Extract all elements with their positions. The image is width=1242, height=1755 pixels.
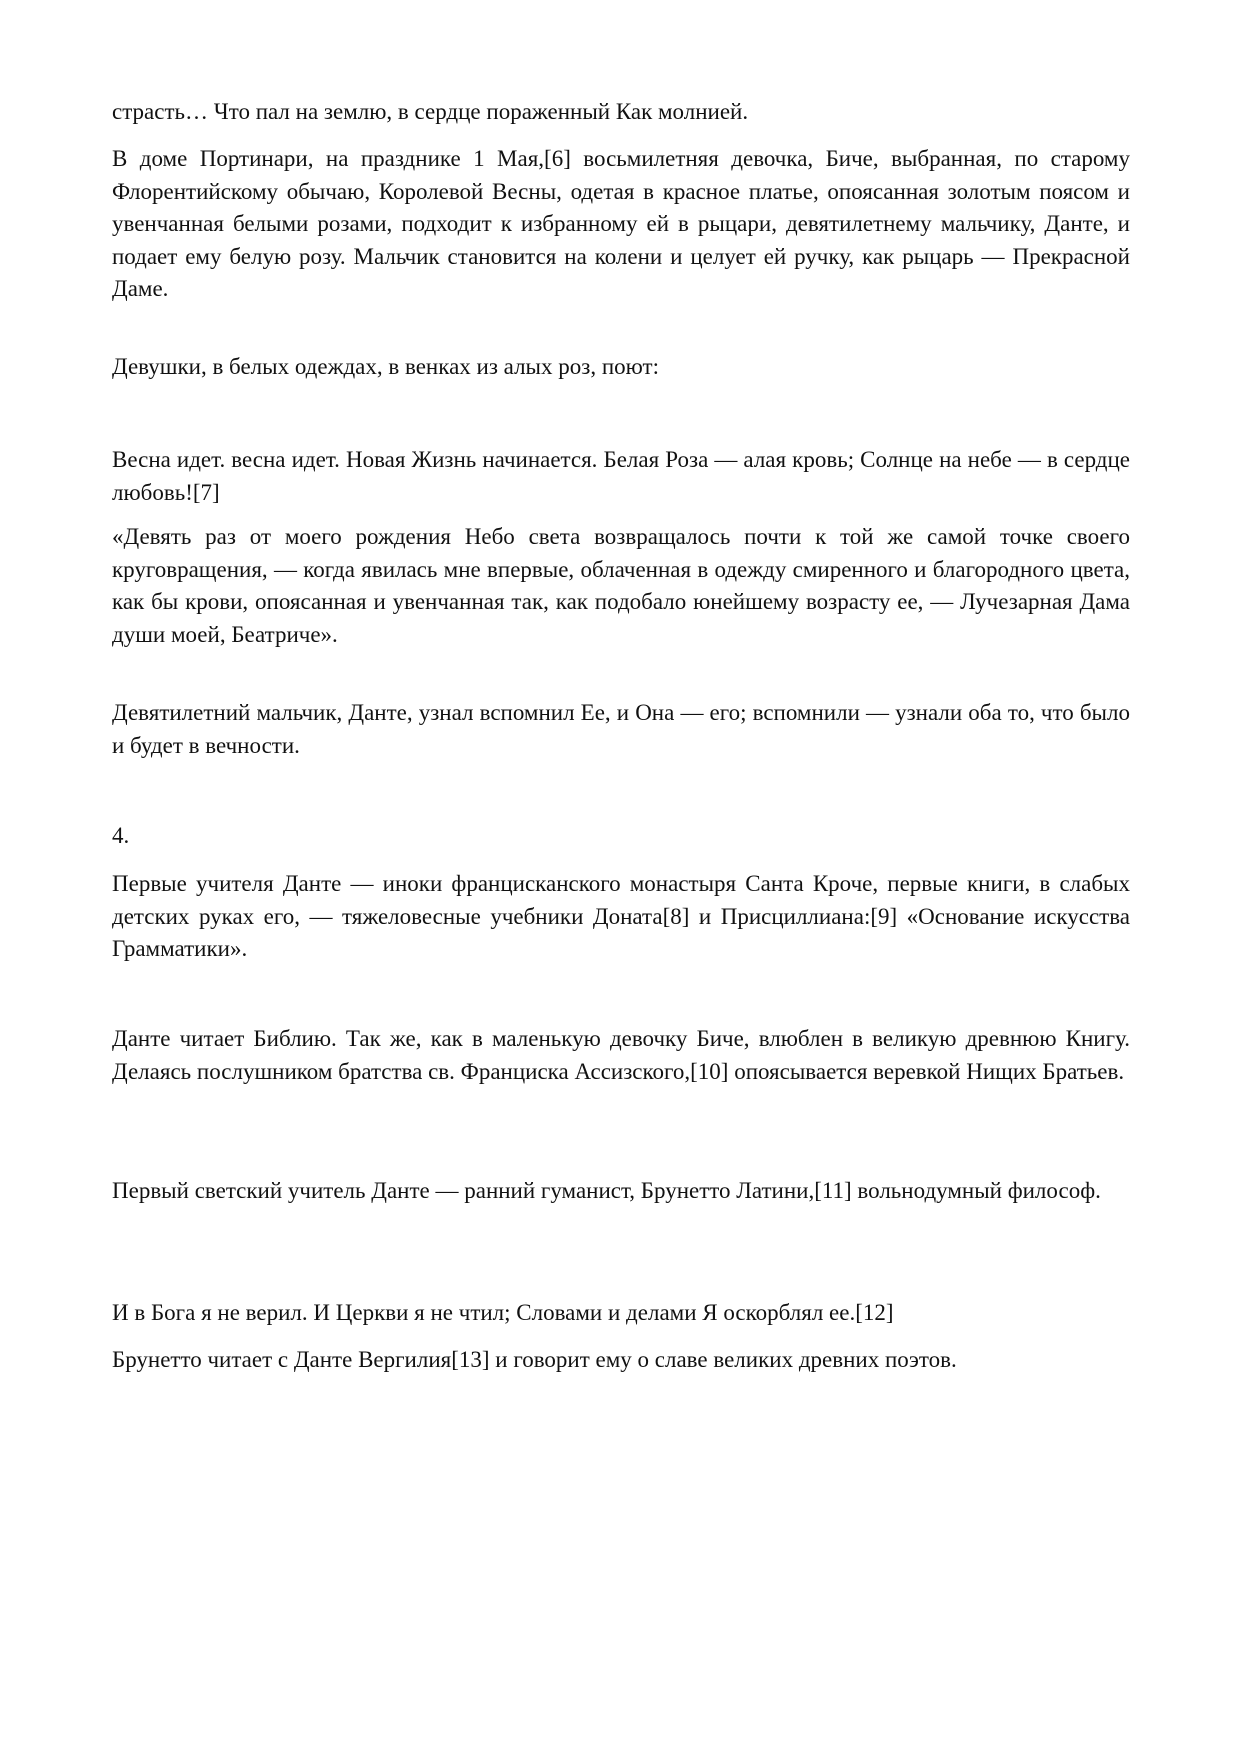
paragraph-portinari-house: В доме Портинари, на празднике 1 Мая,[6] восьмилетняя девочка, Биче, выбранная, по старому Флорентийскому обычаю, Королевой Весны, одетая в красное платье, опоясанная золотым поясом и увенчанная белыми розами, подходит к избранному ей в рыцари, девятилетнему мальчику, Данте, и подает ему белую розу. Мальчик становится на колени и целует ей ручку, как рыцарь — Прекрасной Даме. [112,146,1130,301]
paragraph-spring-song: Весна идет. весна идет. Новая Жизнь начинается. Белая Роза — алая кровь; Солнце на небе — в сердце любовь![7] [112,447,1130,505]
paragraph-passion: страсть… Что пал на землю, в сердце пораженный Как молнией. [112,99,749,124]
section-number: 4. [112,823,130,848]
paragraph-brunetto-virgil: Брунетто читает с Данте Вергилия[13] и говорит ему о славе великих древних поэтов. [112,1347,957,1372]
paragraph-first-teachers: Первые учителя Данте — иноки францисканского монастыря Санта Кроче, первые книги, в слабых детских руках его, — тяжеловесные учебники Доната[8] и Присциллиана:[9] «Основание искусства Грамматики». [112,871,1130,961]
paragraph-verse-quote: И в Бога я не верил. И Церкви я не чтил; Словами и делами Я оскорблял ее.[12] [112,1300,894,1325]
paragraph-nine-year-old: Девятилетний мальчик, Данте, узнал вспомнил Ее, и Она — его; вспомнили — узнали оба то, что было и будет в вечности. [112,700,1130,758]
paragraph-girls-sing: Девушки, в белых одеждах, в венках из алых роз, поют: [112,354,659,379]
paragraph-secular-teacher: Первый светский учитель Данте — ранний гуманист, Брунетто Латини,[11] вольнодумный философ. [112,1178,1101,1203]
paragraph-nine-times: «Девять раз от моего рождения Небо света возвращалось почти к той же самой точке своего круговращения, — когда явилась мне впервые, облаченная в одежду смиренного и благородного цвета, как бы крови, опоясанная и увенчанная так, как подобало юнейшему возрасту ее, — Лучезарная Дама души моей, Беатриче». [112,524,1130,647]
paragraph-bible: Данте читает Библию. Так же, как в маленькую девочку Биче, влюблен в великую древнюю Книгу. Делаясь послушником братства св. Франциска Ассизского,[10] опоясывается веревкой Нищих Братьев. [112,1026,1130,1084]
